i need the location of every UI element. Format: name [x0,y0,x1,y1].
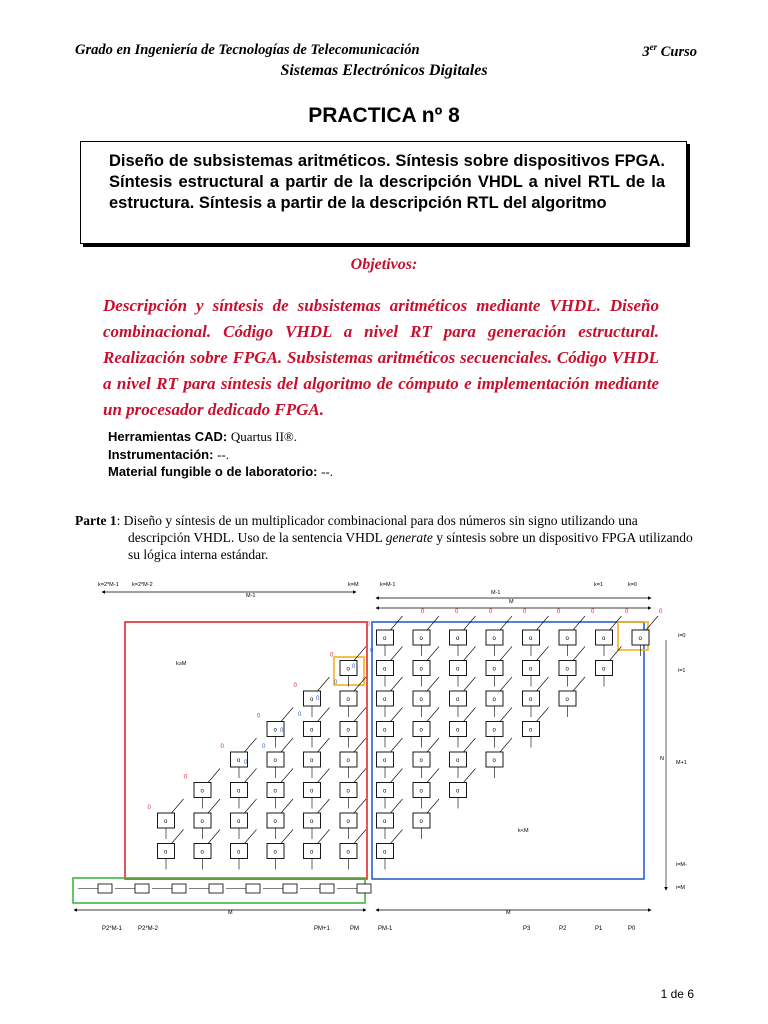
cell-symbol: o [529,636,533,642]
region-label: k<M [518,828,529,834]
row-label: N [660,756,664,762]
zero-input: 0 [489,609,493,615]
cell-symbol: o [383,697,387,703]
cell-input-line [427,647,439,661]
output-label: P2 [559,926,567,932]
cell-symbol: o [492,666,496,673]
span-label: M-1 [246,593,256,599]
page-number: 1 de 6 [660,987,694,1001]
cell-input-line [464,677,476,691]
output-label: P1 [595,926,603,932]
cell-symbol: o [383,758,387,764]
zero-input: 0 [280,728,284,734]
cell-input-line [172,830,184,844]
cell-symbol: o [456,666,460,673]
cell-input-line [500,738,512,752]
cell-input-line [391,830,403,844]
cell-input-line [281,799,293,813]
cell-input-line [281,738,293,752]
tools-instr: Instrumentación: --. [108,446,230,462]
span-label: M-1 [491,590,501,596]
cell-symbol: o [237,849,241,856]
adder-cell [98,884,112,893]
objectives-heading: Objetivos: [350,256,418,273]
cell-symbol: o [565,666,569,673]
top-label: k=0 [628,582,638,588]
cell-input-line [281,708,293,722]
cell-input-line [354,769,366,783]
cell-symbol: o [383,666,387,673]
adder-cell [172,884,186,893]
cell-symbol: o [273,849,277,856]
adder-cell [283,884,297,893]
cell-symbol: o [200,849,204,856]
cell-symbol: o [310,788,314,795]
top-label: k=2*M-1 [98,582,119,588]
cell-symbol: o [456,727,460,734]
cell-symbol: o [492,636,496,642]
zero-input: 0 [298,712,302,718]
top-label: k=2*M-2 [132,582,153,588]
cell-symbol: o [456,636,460,642]
cell-input-line [391,738,403,752]
row-label: i=M- [676,862,687,868]
tools-material: Material fungible o de laboratorio: --. [108,464,334,479]
cell-symbol: o [346,666,350,673]
cell-input-line [464,647,476,661]
zero-input: 0 [625,609,629,615]
cell-symbol: o [164,849,168,856]
cell-symbol: o [492,758,496,764]
cell-input-line [427,799,439,813]
cell-symbol: o [419,666,423,673]
cell-symbol: o [383,819,387,825]
top-label: k=M [348,582,359,588]
cell-symbol: o [602,666,606,673]
cell-input-line [354,799,366,813]
top-label: k=M-1 [380,582,396,588]
cell-input-line [427,769,439,783]
cell-input-line [427,708,439,722]
cell-input-line [464,738,476,752]
cell-symbol: o [310,849,314,856]
cell-symbol: o [310,727,314,734]
cell-symbol: o [273,758,277,764]
bottom-span: M [228,910,233,916]
cell-input-line [391,708,403,722]
zero-input: 0 [257,713,261,720]
cell-input-line [391,769,403,783]
zero-input: 0 [293,683,297,689]
cell-input-line [500,677,512,691]
parte1: Parte 1: Diseño y síntesis de un multiplicador combinacional para dos números sin signo utilizando una descripción VHDL. Uso de la sentencia VHDL generate y síntesis sobre un dispositivo FPGA utilizando su lógica interna estándar. [75,513,693,562]
cell-input-line [537,677,549,691]
cell-input-line [318,738,330,752]
cell-symbol: o [383,788,387,795]
cell-input-line [208,830,220,844]
cell-input-line [245,799,257,813]
zero-input: 0 [330,652,334,659]
zero-input: 0 [244,760,248,766]
cell-symbol: o [565,636,569,642]
zero-input: 0 [370,648,374,654]
cell-symbol: o [529,666,533,673]
output-label: PM [350,926,359,932]
cell-symbol: o [273,819,277,825]
cell-symbol: o [529,727,533,734]
zero-input: 0 [316,696,320,702]
cell-symbol: o [419,788,423,795]
cell-input-line [318,769,330,783]
cell-input-line [391,677,403,691]
cell-symbol: o [419,819,423,825]
cell-input-line [281,769,293,783]
cell-symbol: o [164,819,168,825]
header-subject: Sistemas Electrónicos Digitales [280,62,488,79]
top-label: k=1 [594,582,604,588]
cell-input-line [464,708,476,722]
header-degree: Grado en Ingeniería de Tecnologías de Telecomunicación [75,42,420,58]
cell-input-line [427,616,439,630]
cell-symbol: o [456,697,460,703]
cell-input-line [573,647,585,661]
cell-symbol: o [237,788,241,795]
cell-symbol: o [237,819,241,825]
cell-symbol: o [419,758,423,764]
zero-input: 0 [659,609,663,615]
cell-symbol: o [419,697,423,703]
cell-input-line [245,769,257,783]
summary-text: Diseño de subsistemas aritméticos. Síntesis sobre dispositivos FPGA. Síntesis estructural a partir de la descripción VHDL a nivel RTL de la estructura. Síntesis a partir de la descripción RTL del algoritmo [109,152,665,212]
cell-input-line [172,799,184,813]
output-label: PM-1 [378,926,393,932]
cell-symbol: o [529,697,533,703]
cell-input-line [391,799,403,813]
tools-list [108,428,333,481]
cell-symbol: o [273,788,277,795]
cell-symbol: o [383,727,387,734]
cell-input-line [500,647,512,661]
output-label: P2*M-2 [138,926,159,932]
cell-input-line [500,616,512,630]
cell-input-line [318,677,330,691]
cell-symbol: o [456,788,460,795]
zero-input: 0 [591,609,595,615]
row-label: i=0 [678,633,686,639]
cell-symbol: o [310,819,314,825]
cell-symbol: o [419,727,423,734]
cell-input-line [318,799,330,813]
adder-cell [246,884,260,893]
cell-input-line [610,647,622,661]
zero-input: 0 [184,774,188,781]
bottom-span: M [506,910,511,916]
cell-symbol: o [638,636,642,642]
cell-input-line [427,738,439,752]
output-label: PM+1 [314,926,330,932]
cell-input-line [573,677,585,691]
cell-input-line [464,616,476,630]
cell-input-line [573,616,585,630]
row-label: M+1 [676,760,687,766]
cell-symbol: o [200,788,204,795]
cell-symbol: o [492,697,496,703]
cell-input-line [354,830,366,844]
cell-symbol: o [565,697,569,703]
cell-symbol: o [419,636,423,642]
adder-cell [320,884,334,893]
cell-symbol: o [346,819,350,825]
zero-input: 0 [366,622,370,628]
output-label: P0 [628,926,636,932]
cell-input-line [537,616,549,630]
cell-symbol: o [346,697,350,703]
zero-input: 0 [262,744,266,750]
header-course: 3er Curso [642,42,697,60]
cell-symbol: o [237,758,241,764]
cell-input-line [391,647,403,661]
region-label: k≥M [176,661,187,667]
cell-input-line [245,738,257,752]
cell-input-line [537,647,549,661]
cell-input-line [354,738,366,752]
adder-cell [135,884,149,893]
zero-input: 0 [334,680,338,686]
page-title: PRACTICA nº 8 [308,104,460,127]
adder-cell [209,884,223,893]
zero-input: 0 [421,609,425,615]
cell-symbol: o [346,849,350,856]
cell-input-line [500,708,512,722]
span-label: M [509,599,514,605]
cell-input-line [208,799,220,813]
cell-input-line [318,830,330,844]
zero-input: 0 [557,609,561,615]
cell-input-line [318,708,330,722]
zero-input: 0 [220,744,224,750]
cell-symbol: o [310,758,314,764]
cell-symbol: o [346,788,350,795]
cell-symbol: o [602,636,606,642]
cell-input-line [427,677,439,691]
cell-symbol: o [456,758,460,764]
tools-cad: Herramientas CAD: Quartus II®. [108,429,298,444]
cell-symbol: o [383,636,387,642]
zero-input: 0 [147,805,151,811]
cell-symbol: o [346,727,350,734]
cell-symbol: o [383,849,387,856]
adder-cell [357,884,371,893]
cell-symbol: o [492,727,496,734]
output-label: P2*M-1 [102,926,123,932]
row-label: i=1 [678,668,686,674]
cell-symbol: o [346,758,350,764]
cell-input-line [245,830,257,844]
cell-symbol: o [310,697,314,703]
cell-symbol: o [200,819,204,825]
output-label: P3 [523,926,531,932]
cell-symbol: o [273,727,277,734]
cell-input-line [354,708,366,722]
summary-box [80,141,687,244]
cell-input-line [208,769,220,783]
objectives-text: Descripción y síntesis de subsistemas aritméticos mediante VHDL. Diseño combinacional. Código VHDL a nivel RT para generación estructural. Realización sobre FPGA. Subsistemas aritméticos secuenciales. Código VHDL a nivel RT para síntesis del algoritmo de cómputo e implementación mediante un procesador dedicado FPGA. [103,296,659,419]
cell-input-line [537,708,549,722]
multiplier-array-diagram [66,570,696,945]
cell-input-line [391,616,403,630]
cell-input-line [610,616,622,630]
zero-input: 0 [455,609,459,615]
cell-input-line [281,830,293,844]
cell-input-line [464,769,476,783]
row-label: i=M [676,885,686,891]
zero-input: 0 [523,609,527,615]
zero-input: 0 [352,664,356,670]
